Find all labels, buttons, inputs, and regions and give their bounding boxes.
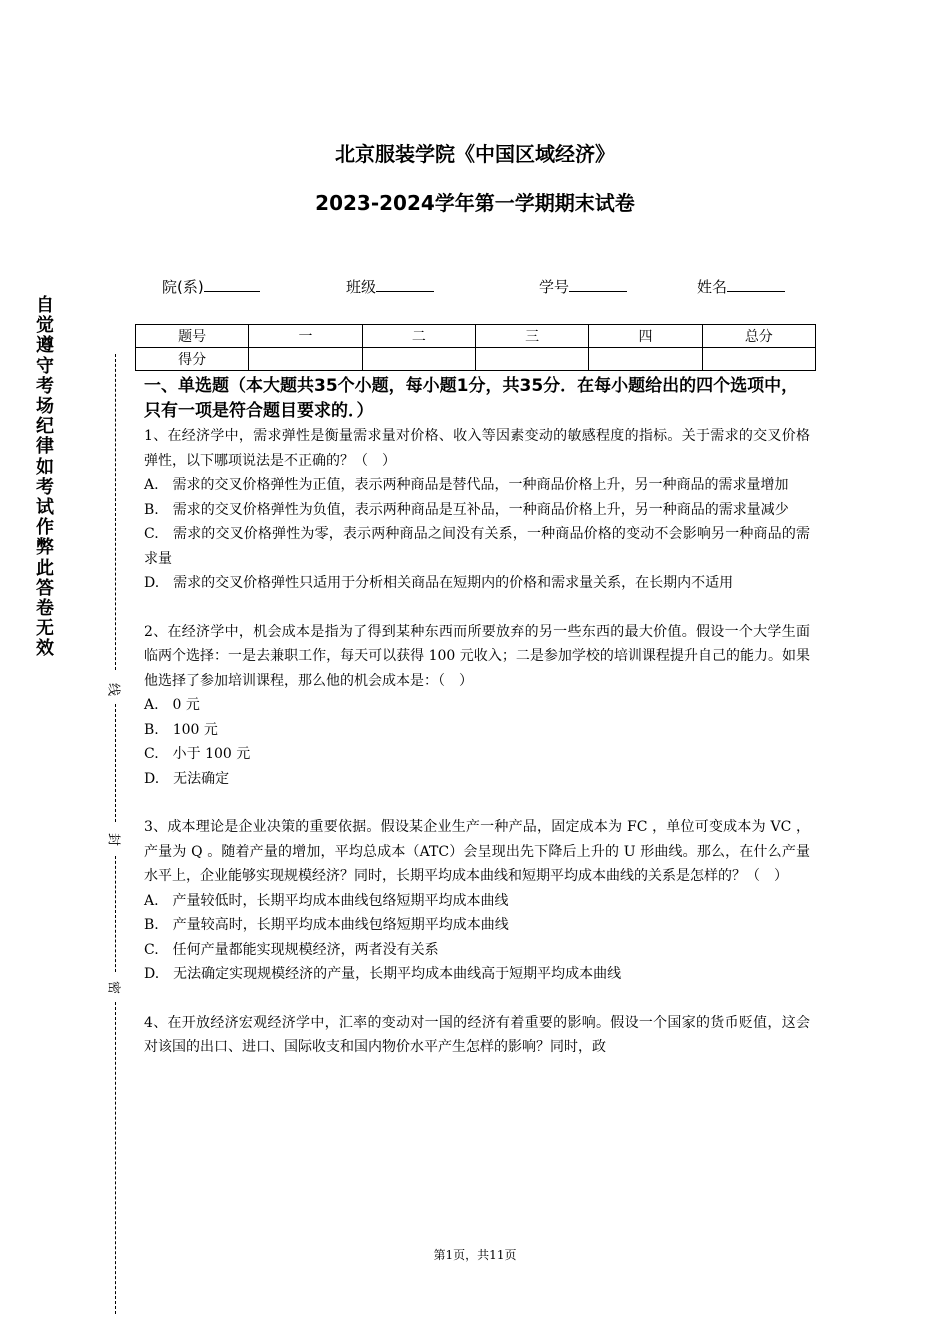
side-notice-char: 此 [36, 557, 54, 579]
side-notice-char: 自 [36, 295, 54, 316]
option[interactable]: C. 任何产量都能实现规模经济，两者没有关系 [144, 941, 439, 958]
class-blank[interactable] [376, 277, 434, 292]
option[interactable]: B. 100 元 [144, 721, 218, 738]
side-notice-char: 考 [36, 375, 54, 397]
seal-mark-line: 线 [106, 681, 125, 699]
dept-label: 院(系) [162, 278, 204, 296]
score-cell[interactable] [589, 348, 702, 371]
question-stem: 4、在开放经济宏观经济学中，汇率的变动对一国的经济有着重要的影响。假设一个国家的货币贬值，这会对该国的出口、进口、国际收支和国内物价水平产生怎样的影响？同时，政 [144, 1014, 810, 1055]
side-notice-char: 无 [36, 618, 54, 640]
option[interactable]: A. 需求的交叉价格弹性为正值，表示两种商品是替代品，一种商品价格上升，另一种商品的需求量增加 [144, 477, 789, 493]
score-header-cell: 总分 [702, 325, 815, 348]
score-cell[interactable] [702, 348, 815, 371]
side-notice-char: 纪 [36, 416, 54, 438]
option[interactable]: C. 小于 100 元 [144, 746, 251, 762]
score-cell[interactable] [362, 348, 475, 371]
score-header-cell: 题号 [136, 325, 249, 348]
class-label: 班级 [346, 278, 377, 296]
side-notice-char: 如 [36, 456, 54, 478]
option[interactable]: D. 无法确定实现规模经济的产量，长期平均成本曲线高于短期平均成本曲线 [144, 966, 622, 982]
seal-line-segment [115, 354, 116, 670]
seal-line-segment [115, 1002, 116, 1314]
section-heading: 一、单选题（本大题共35个小题，每小题1分，共35分．在每小题给出的四个选项中，只有一项是符合题目要求的．） [144, 376, 799, 421]
side-notice-char: 试 [36, 497, 54, 519]
exam-title-line2: 2023-2024学年第一学期期末试卷 [315, 191, 635, 215]
option[interactable]: D. 需求的交叉价格弹性只适用于分析相关商品在短期内的价格和需求量关系，在长期内不适用 [144, 575, 734, 591]
option[interactable]: B. 产量较高时，长期平均成本曲线包络短期平均成本曲线 [144, 917, 509, 933]
question-2 [144, 620, 810, 792]
side-notice-char: 卷 [36, 598, 54, 620]
score-header-cell: 二 [362, 325, 475, 348]
side-notice-char: 效 [36, 638, 54, 660]
page-footer: 第1页，共11页 [433, 1248, 517, 1262]
side-notice-char: 守 [36, 355, 54, 377]
score-header-cell: 三 [475, 325, 588, 348]
class-field [346, 276, 434, 297]
name-blank[interactable] [727, 277, 785, 292]
question-1 [144, 424, 810, 596]
score-row-label: 得分 [136, 348, 249, 371]
side-notice-char: 弊 [36, 537, 54, 559]
exam-title-line1: 北京服装学院《中国区域经济》 [335, 142, 615, 166]
score-cell[interactable] [249, 348, 362, 371]
side-notice-char: 考 [36, 476, 54, 498]
name-field [697, 276, 785, 297]
option[interactable]: C. 需求的交叉价格弹性为零，表示两种商品之间没有关系，一种商品价格的变动不会影响另一种商品的需求量 [144, 526, 810, 567]
student-id-field [539, 276, 627, 297]
score-cell[interactable] [475, 348, 588, 371]
side-notice [33, 296, 57, 660]
side-notice-char: 答 [36, 577, 54, 599]
exam-content [144, 374, 810, 1060]
score-table-score-row [136, 348, 816, 371]
option[interactable]: B. 需求的交叉价格弹性为负值，表示两种商品是互补品，一种商品价格上升，另一种商品的需求量减少 [144, 501, 789, 518]
option[interactable]: A. 0 元 [144, 697, 200, 713]
seal-mark-secret: 密 [106, 979, 125, 997]
score-table-header-row [136, 325, 816, 348]
question-3 [144, 815, 810, 987]
student-id-label: 学号 [539, 278, 570, 296]
option[interactable]: D. 无法确定 [144, 770, 230, 787]
question-4 [144, 1011, 810, 1060]
side-notice-char: 遵 [36, 335, 54, 357]
side-notice-char: 觉 [36, 315, 54, 337]
question-stem: 3、成本理论是企业决策的重要依据。假设某企业生产一种产品，固定成本为 FC ，单位可变成本为 VC ，产量为 Q 。随着产量的增加，平均总成本（ATC）会呈现出先下降后上升的 U 形曲线。那么，在什么产量水平上，企业能够实现规模经济？同时，长期平均成本曲线和短期平均成本曲线的关系是怎样的？（ ） [144, 819, 810, 884]
side-notice-char: 场 [36, 396, 54, 418]
score-header-cell: 一 [249, 325, 362, 348]
dept-field [162, 276, 260, 297]
question-stem: 1、在经济学中，需求弹性是衡量需求量对价格、收入等因素变动的敏感程度的指标。关于需求的交叉价格弹性，以下哪项说法是不正确的？（ ） [144, 428, 810, 469]
side-notice-char: 作 [36, 517, 54, 539]
score-table [135, 324, 816, 371]
seal-line-segment [115, 856, 116, 972]
seal-mark-seal: 封 [106, 831, 125, 849]
name-label: 姓名 [697, 278, 728, 296]
dept-blank[interactable] [204, 277, 260, 292]
score-header-cell: 四 [589, 325, 702, 348]
student-id-blank[interactable] [569, 277, 627, 292]
side-notice-char: 律 [36, 436, 54, 458]
question-stem: 2、在经济学中，机会成本是指为了得到某种东西而所要放弃的另一些东西的最大价值。假设一个大学生面临两个选择：一是去兼职工作，每天可以获得 100 元收入；二是参加学校的培训课程提升自己的能力。如果他选择了参加培训课程，那么他的机会成本是：（ ） [144, 623, 810, 689]
option[interactable]: A. 产量较低时，长期平均成本曲线包络短期平均成本曲线 [144, 892, 509, 909]
seal-line-segment [115, 704, 116, 822]
